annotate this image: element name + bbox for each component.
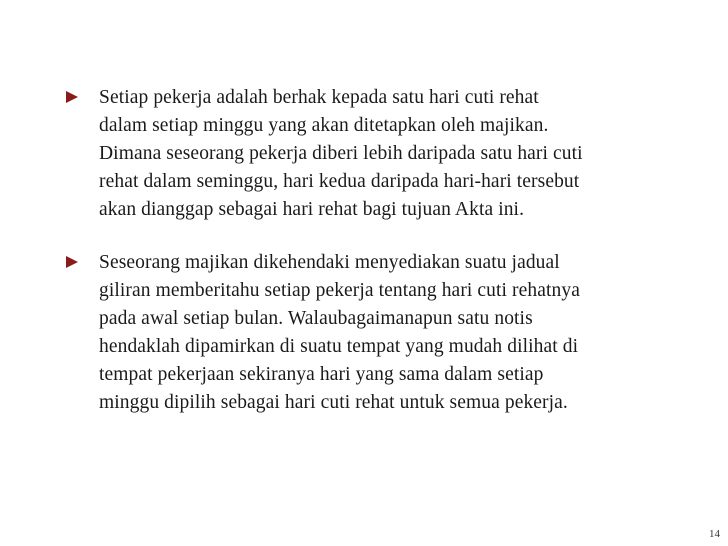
page-number: 14 — [709, 528, 720, 540]
bullet-line: giliran memberitahu setiap pekerja tentang hari cuti rehatnya — [99, 280, 580, 301]
bullet-line: Dimana seseorang pekerja diberi lebih daripada satu hari cuti — [99, 143, 583, 164]
bullet-line: hendaklah dipamirkan di suatu tempat yang mudah dilihat di — [99, 336, 579, 357]
bullet-line: pada awal setiap bulan. Walaubagaimanapun satu notis — [99, 308, 533, 329]
bullet-arrow-icon — [66, 256, 78, 268]
bullet-line: Seseorang majikan dikehendaki menyediakan suatu jadual — [99, 252, 560, 273]
bullet-line: dalam setiap minggu yang akan ditetapkan oleh majikan. — [99, 115, 549, 136]
bullet-text-2 — [99, 249, 686, 417]
bullet-line: Setiap pekerja adalah berhak kepada satu hari cuti rehat — [99, 87, 539, 108]
bullet-list — [66, 84, 686, 442]
bullet-item-2 — [66, 249, 686, 417]
bullet-arrow-icon — [66, 91, 78, 103]
bullet-text-1 — [99, 84, 686, 224]
bullet-line: rehat dalam seminggu, hari kedua daripada hari-hari tersebut — [99, 171, 580, 192]
bullet-line: tempat pekerjaan sekiranya hari yang sama dalam setiap — [99, 364, 544, 385]
bullet-item-1 — [66, 84, 686, 224]
bullet-line: akan dianggap sebagai hari rehat bagi tujuan Akta ini. — [99, 199, 525, 220]
bullet-line: minggu dipilih sebagai hari cuti rehat untuk semua pekerja. — [99, 392, 568, 413]
